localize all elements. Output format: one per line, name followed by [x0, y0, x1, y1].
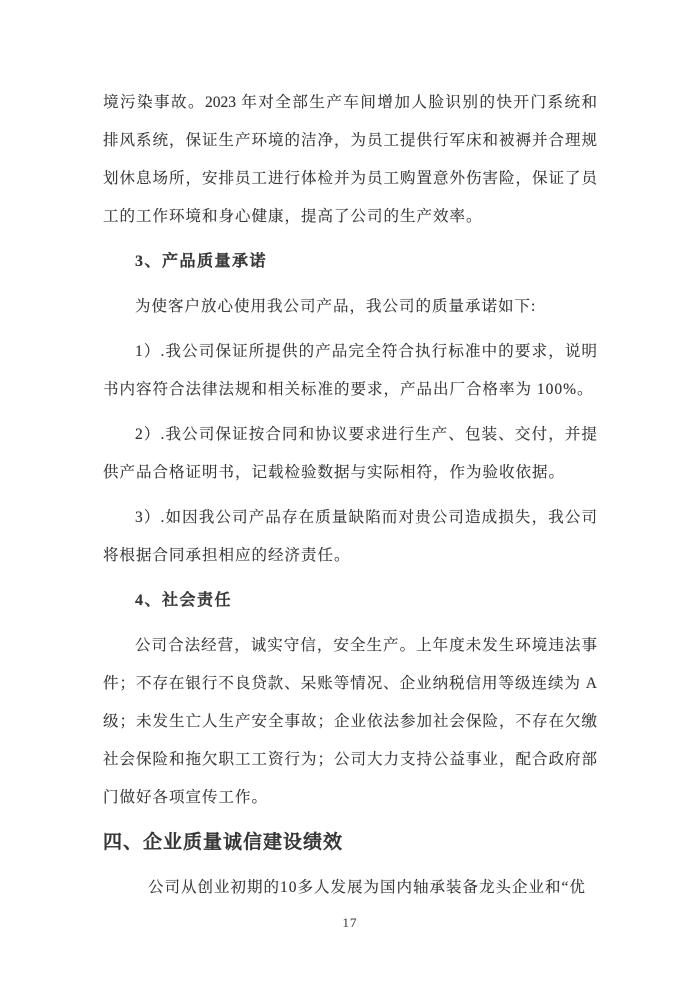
paragraph-commitment-item-2 — [103, 416, 597, 492]
paragraph-line: 3）.如因我公司产品存在质量缺陷而对贵公司造成损失，我公司 — [135, 509, 597, 526]
paragraph-line: 工的工作环境和身心健康，提高了公司的生产效率。 — [103, 208, 483, 225]
paragraph-commitment-item-1 — [103, 333, 597, 409]
paragraph-line: 社会保险和拖欠职工工资行为；公司大力支持公益事业，配合政府部 — [103, 751, 597, 768]
paragraph-line: 级；未发生亡人生产安全事故；企业依法参加社会保险，不存在欠缴 — [103, 713, 597, 730]
document-body — [103, 84, 597, 932]
page-number: 17 — [342, 915, 358, 930]
heading-social-responsibility: 4、社会责任 — [135, 592, 233, 609]
paragraph-line: 公司合法经营，诚实守信，安全生产。上年度未发生环境违法事 — [135, 637, 597, 654]
paragraph-commitment-intro — [103, 288, 597, 326]
paragraph-line: 将根据合同承担相应的经济责任。 — [103, 547, 351, 564]
paragraph-line: 门做好各项宣传工作。 — [103, 789, 269, 806]
paragraph-environment — [103, 84, 597, 236]
paragraph-line: 件；不存在银行不良贷款、呆账等情况、企业纳税信用等级连续为 A — [103, 675, 597, 692]
paragraph-social-responsibility — [103, 627, 597, 817]
paragraph-commitment-item-3 — [103, 499, 597, 575]
paragraph-line: 为使客户放心使用我公司产品，我公司的质量承诺如下: — [135, 298, 537, 315]
paragraph-line: 境污染事故。2023 年对全部生产车间增加人脸识别的快开门系统和 — [103, 94, 597, 111]
paragraph-line: 供产品合格证明书，记载检验数据与实际相符，作为验收依据。 — [103, 464, 566, 481]
heading-product-quality-commitment: 3、产品质量承诺 — [135, 253, 268, 270]
heading-quality-integrity-performance: 四、企业质量诚信建设绩效 — [103, 832, 344, 853]
paragraph-line: 1）.我公司保证所提供的产品完全符合执行标准中的要求，说明 — [135, 343, 597, 360]
paragraph-line: 排风系统，保证生产环境的洁净，为员工提供行军床和被褥并合理规 — [103, 132, 597, 149]
paragraph-line: 公司从创业初期的10多人发展为国内轴承装备龙头企业和“优 — [148, 879, 586, 896]
paragraph-company-growth — [103, 869, 597, 907]
paragraph-line: 划休息场所，安排员工进行体检并为员工购置意外伤害险，保证了员 — [103, 170, 597, 187]
paragraph-line: 书内容符合法律法规和相关标准的要求，产品出厂合格率为 100%。 — [103, 381, 594, 398]
paragraph-line: 2）.我公司保证按合同和协议要求进行生产、包装、交付，并提 — [135, 426, 597, 443]
